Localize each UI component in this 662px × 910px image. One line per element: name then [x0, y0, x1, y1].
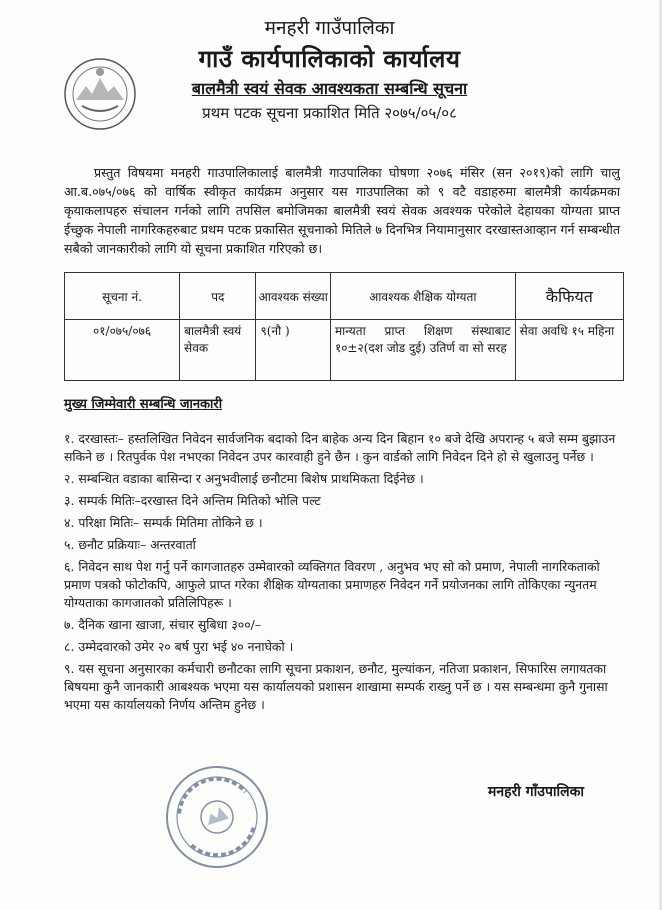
office-stamp-icon: [162, 762, 272, 872]
cell-count: ९(नौ ): [256, 320, 330, 381]
cell-remarks: सेवा अवधि १५ महिना: [515, 320, 623, 381]
header-remarks: कैफियत: [515, 273, 623, 320]
list-item: ६. निवेदन साथ पेश गर्नु पर्ने कागजातहरु उम्मेवारको व्यक्तिगत विवरण , अनुभव भए सो को प्रमाण, नेपाली नागरिकताको प्रमाण पत्रको फोटोकपि, आफुले प्राप्त गरेका शैक्षिक योग्यताका प्रमाणहरु निवेदन गर्ने प्रयोजनका लागि तोकिएका न्युनतम योग्यताका कागजातको प्रतिलिपिहरू ।: [64, 559, 600, 610]
duties-title: मुख्य जिम्मेवारी सम्बन्धि जानकारी: [64, 397, 223, 412]
signature-block: मनहरी गाँउपालिका: [488, 784, 585, 800]
notice-header: [0, 8, 659, 123]
cell-qualification: मान्यता प्राप्त शिक्षण संस्थाबाट १०±२(दश जोड दुई) उतिर्ण वा सो सरह: [330, 320, 515, 381]
intro-paragraph: प्रस्तुत विषयमा मनहरी गाउपालिकालाई बालमैत्री गाउपालिका घोषणा २०७६ मंसिर (सन २०१९)को लागि चालु आ.ब.०७५/०७६ को वार्षिक स्वीकृत कार्यक्रम अनुसार यस गाउपालिका को ९ वटै वडाहरुमा बालमैत्री कार्यक्रमका कृयाकलापहरु संचालन गर्नको लागि तपसिल बमोजिमका बालमैत्री स्वयं सेवक अवश्यक परेकोले देहायका योग्यता प्राप्त ईच्छुक नेपाली नागरिकहरुबाट प्रथम पटक प्रकासित सूचनाको मितिले ७ दिनभित्र नियामानुसार दरखास्तआव्हान गर्न सम्बन्धीत सबैको जानकारीको लागि यो सूचना प्रकाशित गरिएको छ।: [64, 164, 621, 256]
cell-post: बालमैत्री स्वयं सेवक: [180, 320, 256, 381]
list-item: ५. छनौट प्रक्रियाः– अन्तरवार्ता: [64, 537, 196, 552]
list-item: ८. उम्मेदवारको उमेर २० बर्ष पुरा भई ४० ननाघेको ।: [64, 639, 294, 654]
list-item: १. दरखास्तः– हस्तलिखित निवेदन सार्वजनिक बदाको दिन बाहेक अन्य दिन बिहान १० बजे देखि अपरान्ह ५ बजे सम्म बुझाउन सकिने छ । रितपुर्वक पेश नभएका निवेदन उपर कारवाही हुने छैन । कुन वार्डको लागि निवेदन दिने हो से खुलाउनु पर्नेछ ।: [64, 431, 616, 464]
list-item: ३. सम्पर्क मितिः–दरखास्त दिने अन्तिम मितिको भोलि पल्ट: [64, 493, 321, 508]
publication-date: प्रथम पटक सूचना प्रकाशित मिति २०७५/०५/०८: [202, 104, 457, 122]
list-item: २. सम्बन्धित वडाका बासिन्दा र अनुभवीलाई छनौटमा बिशेष प्राथमिकता दिईनेछ ।: [64, 471, 424, 486]
office-name: गाउँ कार्यपालिकाको कार्यालय: [198, 44, 461, 73]
header-post: पद: [180, 273, 256, 320]
municipality-name: मनहरी गाउँपालिका: [264, 17, 395, 39]
list-item: ९. यस सूचना अनुसारका कर्मचारी छनौटका लागि सूचना प्रकाशन, छनौट, मुल्यांकन, नतिजा प्रकाशन, सिफारिस लगायतका बिषयमा कुनै जानकारी आबश्यक भएमा यस कार्यालयको प्रशासन शाखामा सम्पर्क राख्नु पर्ने छ । यस सम्बन्धमा कुनै गुनासा भएमा यस कार्यालयको निर्णय अन्तिम हुनेछ ।: [64, 661, 608, 712]
header-qualification: आवश्यक शैक्षिक योग्यता: [330, 273, 515, 320]
list-item: ७. दैनिक खाना खाजा, संचार सुबिधा ३००/–: [64, 617, 262, 632]
header-count: आवश्यक संख्या: [256, 273, 330, 320]
notice-subject: बालमैत्री स्वयं सेवक आवश्यकता सम्बन्धि सूचना: [191, 79, 468, 98]
duties-list: [64, 430, 624, 718]
list-item: ४. परिक्षा मितिः– सम्पर्क मितिमा तोकिने छ ।: [64, 515, 263, 530]
table-row: [65, 320, 624, 381]
header-notice-no: सूचना नं.: [65, 273, 180, 320]
vacancy-table: [64, 272, 624, 381]
table-header-row: [65, 273, 624, 320]
cell-notice-no: ०१/०७५/०७६: [65, 320, 180, 381]
